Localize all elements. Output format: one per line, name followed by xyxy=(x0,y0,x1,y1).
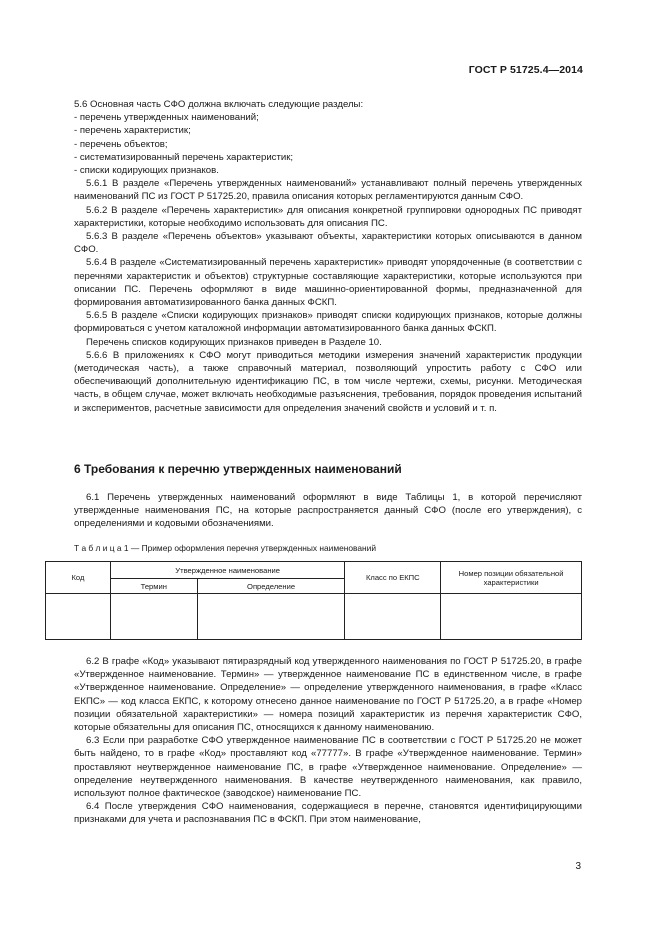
list-item: - перечень утвержденных наименований; xyxy=(74,112,259,124)
section-5-6 xyxy=(74,98,582,415)
document-code-header: ГОСТ Р 51725.4—2014 xyxy=(468,64,583,76)
list-item: - списки кодирующих признаков. xyxy=(74,165,219,177)
section-6-heading: 6 Требования к перечню утвержденных наименований xyxy=(74,462,402,476)
table-cell xyxy=(441,594,582,640)
table-row xyxy=(46,594,582,640)
table-caption-text: — Пример оформления перечня утвержденных наименований xyxy=(128,543,377,553)
list-item: 5.6 Основная часть СФО должна включать следующие разделы: xyxy=(74,99,364,110)
list-item: - перечень характеристик; xyxy=(74,125,191,137)
table-cell xyxy=(345,594,441,640)
paragraph-5-6-3: 5.6.3 В разделе «Перечень объектов» указывают объекты, характеристики которых описываются в данном СФО. xyxy=(74,231,582,256)
list-item: - систематизированный перечень характеристик; xyxy=(74,151,294,163)
paragraph-5-6-4: 5.6.4 В разделе «Систематизированный перечень характеристик» приводят упорядоченные (в соответствии с перечнями характеристик и объектов) структурные составляющие характеристики, которые используются при описании ПС. Перечень оформляют в виде машинно-ориентированной формы, предназначенной для формирования автоматизированного банка данных ФСКП. xyxy=(74,257,582,309)
column-header-ekps-class: Класс по ЕКПС xyxy=(345,562,441,594)
paragraph-6-2: 6.2 В графе «Код» указывают пятиразрядный код утвержденного наименования по ГОСТ Р 51725.20, в графе «Утвержденное наименование. Термин» — утвержденное наименование ПС в единственном числе, в графе «Утвержденное наименование. Определение» — определение утвержденного наименования, в графе «Класс ЕКПС» — код класса ЕКПС, к которому отнесено данное наименование по ГОСТ Р 51725.20, а в графе «Номер позиции обязательной характеристики» — номера позиций характеристик из перечня характеристик СФО, которые обязательны для описания ПС, относящихся к данному наименованию. xyxy=(74,656,582,734)
page-number: 3 xyxy=(575,861,581,872)
paragraph-6-3: 6.3 Если при разработке СФО утвержденное наименование ПС в соответствии с ГОСТ Р 51725.20 не может быть найдено, то в графе «Код» проставляют код «77777». В графе «Утвержденное наименование. Термин» проставляют неутвержденное наименование ПС, в графе «Утвержденное наименование. Определение» — определение неутвержденного наименования. В качестве неутвержденного наименования, как правило, используют полное фактическое (заводское) наименование ПС. xyxy=(74,735,582,800)
paragraph-6-4: 6.4 После утверждения СФО наименования, содержащиеся в перечне, становятся идентифицирующими признаками для учета и распознавания ПС в ФСКП. При этом наименование, xyxy=(74,801,582,826)
column-header-definition: Определение xyxy=(197,579,345,594)
table-caption xyxy=(74,543,376,553)
column-header-position-number: Номер позиции обязательной характеристики xyxy=(441,562,582,594)
paragraph-6-1: 6.1 Перечень утвержденных наименований оформляют в виде Таблицы 1, в которой перечисляют утвержденные наименования ПС, на которые распространяется данный СФО (после его утверждения), с определениями и кодовыми обозначениями. xyxy=(74,492,582,530)
column-header-approved-name: Утвержденное наименование xyxy=(110,562,345,579)
table-cell xyxy=(46,594,111,640)
table-cell xyxy=(110,594,197,640)
paragraph-5-6-1: 5.6.1 В разделе «Перечень утвержденных наименований» устанавливают полный перечень утвержденных наименований ПС из ГОСТ Р 51725.20, правила описания которых регламентируются данным СФО. xyxy=(74,178,582,203)
list-item: - перечень объектов; xyxy=(74,138,168,150)
column-header-code: Код xyxy=(46,562,111,594)
paragraph-5-6-5: 5.6.5 В разделе «Списки кодирующих признаков» приводят списки кодирующих признаков, которые должны формироваться с учетом каталожной информации автоматизированного банка данных ФСКП. xyxy=(74,310,582,335)
paragraph-list-reference: Перечень списков кодирующих признаков приведен в Разделе 10. xyxy=(86,336,382,348)
section-6-continuation xyxy=(74,655,582,827)
paragraph-5-6-6: 5.6.6 В приложениях к СФО могут приводиться методики измерения значений характеристик продукции (методическая часть), а также справочный материал, позволяющий упростить работу с СФО или обеспечивающий дополнительную идентификацию ПС, в том числе чертежи, схемы, рисунки. Методическая часть, в общем случае, может включать необходимые разъяснения, требования, порядок проведения испытаний и экспериментов, расчетные зависимости для определения значений свойств и условий и т. п. xyxy=(74,349,582,414)
table-1 xyxy=(45,561,582,640)
table-cell xyxy=(197,594,345,640)
paragraph-5-6-2: 5.6.2 В разделе «Перечень характеристик» для описания конкретной группировки однородных ПС приводят характеристики, которые необходимо использовать для описания ПС. xyxy=(74,204,582,229)
table-caption-label: Т а б л и ц а 1 xyxy=(74,543,129,553)
column-header-term: Термин xyxy=(110,579,197,594)
